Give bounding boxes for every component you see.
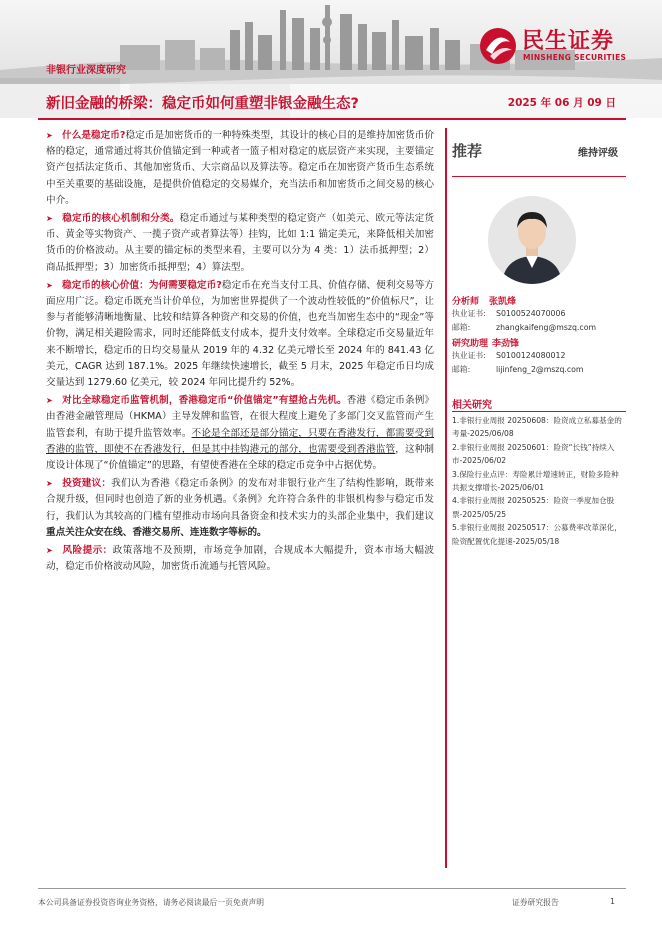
footer-disclaimer: 本公司具备证券投资咨询业务资格，请务必阅读最后一页免责声明 — [38, 898, 265, 907]
related-research-title: 相关研究 — [452, 400, 492, 411]
assistant-email-row — [452, 364, 626, 378]
paragraph-lead: 对比全球稳定币监管机制，香港稳定币“价值锚定”有望抢占先机。 — [62, 395, 347, 407]
analyst-photo — [488, 196, 576, 284]
email-label: 邮箱: — [452, 365, 471, 374]
paragraph-text: 香港《稳定币条例》由香港金融管理局（HKMA）主导发牌和监管，在很大程度上避免了多部门交叉监管而产生监管套利，有助于提升监管效率。 — [46, 395, 434, 439]
assistant-cert-row — [452, 350, 626, 364]
footer-divider — [38, 888, 626, 889]
cert-number: S0100524070006 — [496, 309, 566, 318]
recommend-label: 推荐 — [452, 142, 483, 160]
analyst-email-link[interactable]: lijinfeng_2@mszq.com — [496, 365, 584, 374]
paragraph-text: 政策落地不及预期，市场竞争加剧，合规成本大幅提升，资本市场大幅波动，稳定币价格波动风险，加密货币流通与托管风险。 — [46, 545, 435, 573]
related-research-item[interactable]: 1.非银行业周报 20250608：险资成立私募基金的考量-2025/06/08 — [452, 416, 622, 439]
page-number: 1 — [610, 897, 615, 906]
paragraph-what-is-stablecoin — [46, 128, 434, 209]
analyst-name: 李劲锋 — [492, 339, 520, 349]
paragraph-regulation — [46, 393, 434, 474]
related-research-item[interactable]: 2.非银行业周报 20250601：险资“长钱”持续入市-2025/06/02 — [452, 442, 615, 466]
analyst-name-row — [452, 294, 626, 308]
paragraph-core-value — [46, 278, 434, 391]
paragraph-investment-advice — [46, 476, 434, 541]
summary-body — [46, 128, 434, 577]
report-type: 非银行业深度研究 — [46, 65, 126, 76]
logo-english-text: MINSHENG SECURITIES — [523, 53, 627, 62]
paragraph-lead: 稳定币的核心价值：为何需要稳定币? — [62, 279, 222, 291]
header-divider — [38, 118, 626, 120]
paragraph-text: 稳定币在充当支付工具、价值存储、便利交易等方面应用广泛。稳定币既充当计价单位，为加密世界提供了一个波动性较低的“价值标尺”，让参与者能够清晰地衡量、比较和结算各种资产和交易的价值，也充当加密生态中的“现金”等价物，满足相关避险需求，同时还能降低支付成本，提升支付效率。全球稳定币交易量近年来不断增长，稳定币的日均交易量从 2019 年的 4.32 亿美元增长至 2024 年的 841.43 亿美元，CAGR 达到 187.1%。2025 年继续快速增长，截至 5 月末，2025 年稳定币日均成交量达到 1279.60 亿美元，较 2024 年同比提升约 52%。 — [46, 279, 434, 389]
logo-chinese-text: 民生证券 — [522, 29, 615, 54]
email-label: 邮箱: — [452, 323, 471, 332]
related-research-item[interactable]: 5.非银行业周报 20250517：公募费率改革深化，险资配置优化提速-2025/05/18 — [452, 523, 622, 546]
paragraph-text: ，这种制度设计体现了“价值锚定”的思路，有望使香港在全球的稳定币竞争中占据优势。 — [46, 443, 434, 472]
analyst-cert-row — [452, 308, 626, 322]
analyst-info — [452, 294, 626, 378]
analyst-email-link[interactable]: zhangkaifeng@mszq.com — [496, 323, 597, 332]
column-divider — [445, 128, 447, 868]
paragraph-lead: 稳定币的核心机制和分类。 — [62, 213, 180, 225]
cert-label: 执业证书: — [452, 309, 486, 318]
paragraph-lead: 风险提示： — [62, 545, 113, 557]
arrow-bullet-icon: ➤ — [46, 546, 53, 556]
paragraph-risk — [46, 543, 434, 575]
arrow-bullet-icon: ➤ — [46, 396, 53, 406]
related-research-list — [452, 414, 622, 548]
analyst-avatar — [488, 196, 576, 284]
cert-number: S0100124080012 — [496, 351, 566, 360]
footer-label: 证券研究报告 — [512, 898, 559, 907]
analyst-role: 分析师 — [452, 297, 480, 307]
minsheng-logo — [478, 26, 648, 66]
paragraph-text: 我们认为香港《稳定币条例》的发布对非银行业产生了结构性影响，既带来合规升级，但同时也创造了新的业务机遇。《条例》允许符合条件的非银机构参与稳定币发行，我们认为其较高的门槛有望推动市场向具备资金和技术实力的头部企业集中，我们建议 — [46, 478, 435, 522]
rating-row — [452, 140, 626, 164]
arrow-bullet-icon: ➤ — [46, 280, 53, 290]
rating-divider — [452, 176, 626, 177]
paragraph-mechanism — [46, 211, 434, 276]
cert-label: 执业证书: — [452, 351, 486, 360]
analyst-email-row — [452, 322, 626, 336]
header-banner — [0, 0, 662, 118]
minsheng-logo-icon — [478, 26, 518, 66]
related-research-item[interactable]: 4.非银行业周报 20250525：险资一季度加仓股票-2025/05/25 — [452, 496, 615, 519]
paragraph-underlined-text: 不论是全部还是部分锚定，只要在香港发行，都需要受到香港的监管，即使不在香港发行，但是其中挂钩港元的部分，也需要受到香港监管 — [46, 427, 435, 455]
paragraph-bold-text: 重点关注众安在线、香港交易所、连连数字等标的。 — [46, 526, 267, 538]
paragraph-text: 稳定币通过与某种类型的稳定资产（如美元、欧元等法定货币、黄金等实物资产、一揽子资产或者算法等）挂钩，比如 1:1 锚定美元，来降低相关加密货币的价格波动。从主要的锚定标的类型来看，主要可以分为 4 类：1）法币抵押型；2）商品抵押型；3）加密货币抵押型；4）算法型。 — [46, 213, 435, 273]
rating-value: 维持评级 — [578, 148, 618, 159]
report-date: 2025 年 06 月 09 日 — [507, 97, 616, 109]
analyst-role: 研究助理 — [452, 339, 489, 349]
paragraph-lead: 投资建议： — [62, 478, 112, 490]
arrow-bullet-icon: ➤ — [46, 479, 53, 489]
arrow-bullet-icon: ➤ — [46, 131, 53, 140]
arrow-bullet-icon: ➤ — [46, 214, 53, 224]
related-research-item[interactable]: 3.保险行业点评：寿险累计增速转正，财险多险种共振支撑增长-2025/06/01 — [452, 469, 619, 493]
page-title: 新旧金融的桥梁：稳定币如何重塑非银金融生态? — [46, 96, 359, 112]
related-research-divider — [452, 411, 626, 412]
paragraph-text: 稳定币是加密货币的一种特殊类型，其设计的核心目的是维持加密货币价格的稳定，通常通过将其价值锚定到一种或者一篮子相对稳定的底层资产来实现，主要锚定资产包括法定货币、其他加密货币、大宗商品以及算法等。稳定币在加密资产货币生态系统中至关重要的基础设施，是提供价值稳定的交易媒介，充当法币和加密货币之间交易的核心中介。 — [46, 130, 434, 206]
paragraph-lead: 什么是稳定币? — [62, 130, 126, 141]
analyst-name: 张凯烽 — [489, 297, 517, 307]
assistant-name-row — [452, 336, 626, 350]
